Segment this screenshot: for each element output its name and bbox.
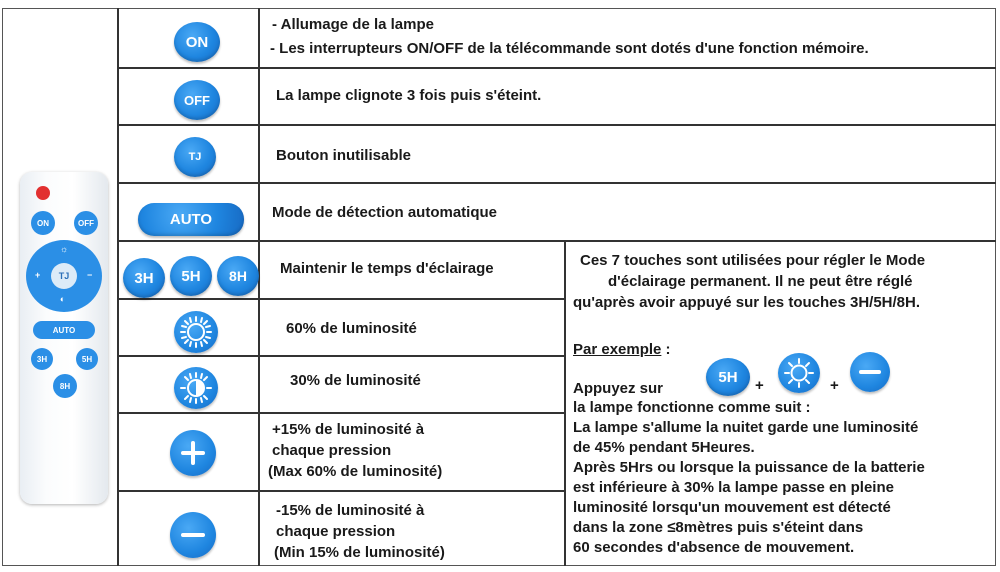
press-label: Appuyez sur <box>573 380 664 397</box>
grid-hline-7 <box>119 412 565 414</box>
remote-off-button: OFF <box>74 211 98 235</box>
5h-button: 5H <box>170 256 212 296</box>
remote-plus-label: + <box>35 270 41 280</box>
row-on-text-1: - Allumage de la lampe <box>272 16 434 33</box>
row-on-text-2: - Les interrupteurs ON/OFF de la télécommande sont dotés d'une fonction mémoire. <box>270 40 869 57</box>
remote-power-led <box>36 186 50 200</box>
example-minus-icon <box>850 352 890 392</box>
note-detail-4: Après 5Hrs ou lorsque la puissance de la batterie <box>573 459 925 476</box>
remote-on-button: ON <box>31 211 55 235</box>
brightness-30-icon <box>174 367 218 409</box>
grid-hline-2 <box>119 124 996 126</box>
note-detail-7: dans la zone ≤8mètres puis s'éteint dans <box>573 519 864 536</box>
example-title: Par exemple <box>573 341 662 358</box>
remote-half-sun-icon: ◐ <box>60 294 66 304</box>
remote-sun-icon: ☼ <box>60 244 69 254</box>
note-intro-3: qu'après avoir appuyé sur les touches 3H/5H/8H. <box>573 294 921 311</box>
note-detail-3: de 45% pendant 5Heures. <box>573 439 755 456</box>
note-intro-2: d'éclairage permanent. Il ne peut être réglé <box>608 273 913 290</box>
off-button: OFF <box>174 80 220 120</box>
tj-button: TJ <box>174 137 216 177</box>
row-brightness-30-text: 30% de luminosité <box>290 372 421 389</box>
note-detail-2: La lampe s'allume la nuitet garde une luminosité <box>573 419 919 436</box>
row-tj-text: Bouton inutilisable <box>276 147 411 164</box>
note-detail-1: la lampe fonctionne comme suit : <box>573 399 811 416</box>
grid-hline-3 <box>119 182 996 184</box>
grid-hline-8 <box>119 490 565 492</box>
brightness-60-icon <box>174 311 218 353</box>
plus-icon <box>170 430 216 476</box>
example-brightness-icon <box>778 353 820 393</box>
note-detail-8: 60 secondes d'absence de mouvement. <box>573 539 855 556</box>
remote-5h-button: 5H <box>76 348 98 370</box>
row-plus-text-3: (Max 60% de luminosité) <box>268 463 443 480</box>
remote-tj-button: TJ <box>51 263 77 289</box>
grid-hline-5 <box>119 298 565 300</box>
row-brightness-60-text: 60% de luminosité <box>286 320 417 337</box>
grid-vline-1 <box>258 8 260 566</box>
8h-button: 8H <box>217 256 259 296</box>
example-colon: : <box>661 341 671 358</box>
note-detail-6: luminosité lorsqu'un mouvement est détecté <box>573 499 891 516</box>
remote-3h-button: 3H <box>31 348 53 370</box>
row-plus-text-2: chaque pression <box>272 442 392 459</box>
3h-button: 3H <box>123 258 165 298</box>
row-plus-text-1: +15% de luminosité à <box>272 421 425 438</box>
row-off-text: La lampe clignote 3 fois puis s'éteint. <box>276 87 542 104</box>
grid-hline-1 <box>119 67 996 69</box>
remote-minus-label: − <box>87 270 93 280</box>
remote-auto-button: AUTO <box>33 321 95 339</box>
example-plus-2: + <box>830 377 839 394</box>
grid-hline-6 <box>119 355 565 357</box>
note-intro-1: Ces 7 touches sont utilisées pour régler le Mode <box>580 252 926 269</box>
example-heading <box>573 339 671 360</box>
remote-8h-button: 8H <box>53 374 77 398</box>
example-5h-button: 5H <box>706 358 750 396</box>
minus-icon <box>170 512 216 558</box>
row-hours-text: Maintenir le temps d'éclairage <box>280 260 494 277</box>
row-minus-text-2: chaque pression <box>276 523 396 540</box>
row-auto-text: Mode de détection automatique <box>272 204 498 221</box>
example-plus-1: + <box>755 377 764 394</box>
row-minus-text-1: -15% de luminosité à <box>276 502 425 519</box>
auto-button: AUTO <box>138 203 244 236</box>
row-minus-text-3: (Min 15% de luminosité) <box>274 544 445 561</box>
on-button: ON <box>174 22 220 62</box>
note-detail-5: est inférieure à 30% la lampe passe en pleine <box>573 479 894 496</box>
grid-vline-2 <box>564 241 566 566</box>
grid-hline-4 <box>119 240 996 242</box>
